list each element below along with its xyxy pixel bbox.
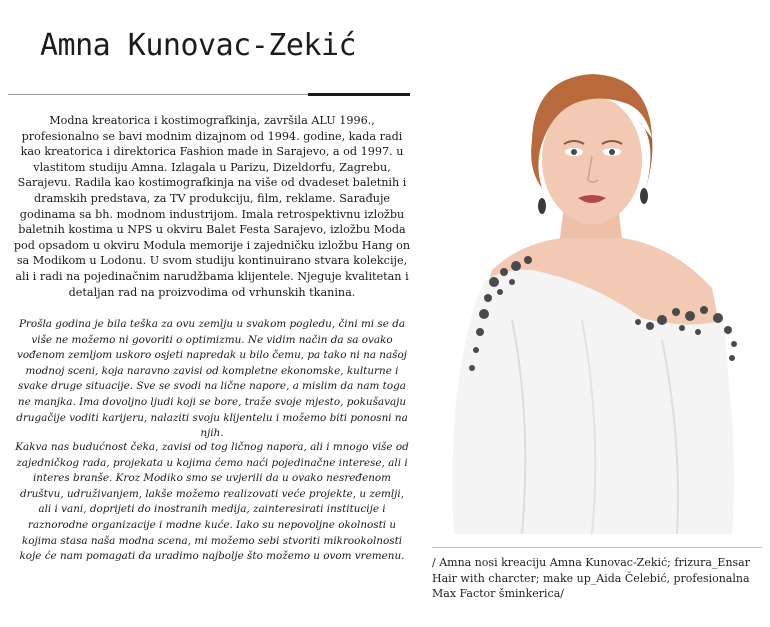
quote-paragraph-1: Prošla godina je bila teška za ovu zemlju u svakom pogledu, čini mi se da više ne možemo ni govoriti o optimizmu. Ne vidim način da sa ovako vođenom zemljom uskoro osjeti napredak u bilo čemu, pa tako ni na našoj modnoj sceni, koja naravno zavisi od kompletne ekonomske, kulturne i svake druge situacije. Sve se svodi na lične napore, a mislim da nam toga ne manjka. Ima dovoljno ljudi koji se bore, traže svoje mjesto, pokušavaju drugačije voditi karijeru, nalaziti svoju klijentelu i možemo biti ponosni na njih. bbox=[16, 318, 408, 440]
title-underline-accent bbox=[308, 93, 410, 96]
quote-paragraph-2: Kakva nas budućnost čeka, zavisi od tog ličnog napora, ali i mnogo više od zajedničkog rada, projekata u kojima ćemo naći pojedinačne interese, ali i interes branše. Kroz Modiko smo se uvjerili da u ovako nesređenom društvu, udruživanjem, lakše možemo realizovati veće projekte, u zemlji, ali i vani, doprijeti do inostranih medija, zainteresirati institucije i raznorodne organizacije i modne kuće. Iako su nepovoljne okolnosti u kojima stasa naša modna scena, mi možemo sebi stvoriti mikrookolnosti koje će nam pomagati da uradimo najbolje što možemo u ovom vremenu. bbox=[15, 441, 409, 563]
bio-paragraph: Modna kreatorica i kostimografkinja, završila ALU 1996., profesionalno se bavi modnim dizajnom od 1994. godine, kada radi kao kreatorica i direktorica Fashion made in Sarajevo, a od 1997. u vlastitom studiju Amna. Izlagala u Parizu, Dizeldorfu, Zagrebu, Sarajevu. Radila kao kostimografkinja na više od dvadeset baletnih i dramskih predstava, za TV produkciju, film, reklame. Sarađuje godinama sa bh. modnom industrijom. Imala retrospektivnu izložbu baletnih kostima u NPS u okviru Balet Festa Sarajevo, izložbu Moda pod opsadom u okviru Modula memorije i zajedničku izložbu Hang on sa Modikom u Lodonu. U svom studiju kontinuirano stvara kolekcije, ali i radi na pojedinačnim narudžbama klijentele. Njeguje kvalitetan i detaljan rad na proizvodima od vrhunskih tkanina. bbox=[13, 114, 411, 299]
caption-divider bbox=[432, 547, 762, 548]
title-underline-light bbox=[8, 94, 308, 95]
page-title: Amna Kunovac-Zekić bbox=[40, 28, 357, 63]
photo-caption: / Amna nosi kreaciju Amna Kunovac-Zekić; frizura_Ensar Hair with charcter; make up_Aida Čelebić, profesionalna Max Factor šminkerica/ bbox=[432, 556, 750, 601]
portrait-photo bbox=[432, 20, 758, 534]
